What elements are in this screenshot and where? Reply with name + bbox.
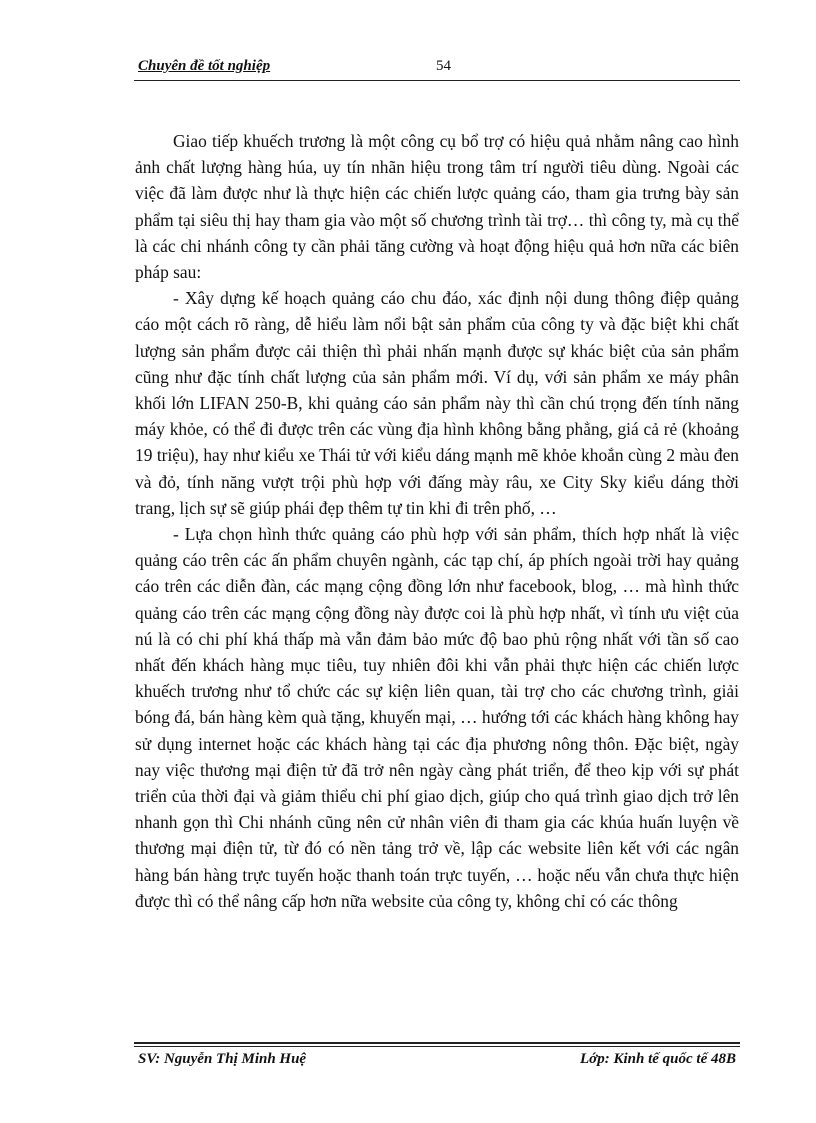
- class-name: Lớp: Kinh tế quốc tế 48B: [580, 1051, 736, 1067]
- page-header: [134, 56, 740, 81]
- document-title: Chuyên đề tốt nghiệp: [138, 58, 271, 74]
- page-number: 54: [436, 58, 451, 74]
- paragraph-advertising-plan: - Xây dựng kế hoạch quảng cáo chu đáo, xác định nội dung thông điệp quảng cáo một cách rõ ràng, dễ hiểu làm nổi bật sản phẩm của công ty và đặc biệt khi chất lượng sản phẩm được cải thiện thì phải nhấn mạnh được sự khác biệt của sản phẩm cũng như đặc tính chất lượng của sản phẩm mới. Ví dụ, với sản phẩm xe máy phân khối lớn LIFAN 250-B, khi quảng cáo sản phẩm này thì cần chú trọng đến tính năng máy khỏe, có thể đi được trên các vùng địa hình không bằng phẳng, giá cả rẻ (khoảng 19 triệu), hay như kiểu xe Thái tử với kiểu dáng mạnh mẽ khỏe khoắn cùng 2 màu đen và đỏ, tính năng vượt trội phù hợp với đấng mày râu, xe City Sky kiểu dáng thời trang, lịch sự sẽ giúp phái đẹp thêm tự tin khi đi trên phố, …: [135, 288, 739, 518]
- student-name: SV: Nguyễn Thị Minh Huệ: [138, 1051, 307, 1067]
- paragraph-intro: Giao tiếp khuếch trương là một công cụ bổ trợ có hiệu quả nhằm nâng cao hình ảnh chất lượng hàng húa, uy tín nhãn hiệu trong tâm trí người tiêu dùng. Ngoài các việc đã làm được như là thực hiện các chiến lược quảng cáo, tham gia trưng bày sản phẩm tại siêu thị hay tham gia vào một số chương trình tài trợ… thì công ty, mà cụ thể là các chi nhánh công ty cần phải tăng cường và hoạt động hiệu quả hơn nữa các biên pháp sau:: [135, 131, 739, 283]
- paragraph-advertising-channels: - Lựa chọn hình thức quảng cáo phù hợp với sản phẩm, thích hợp nhất là việc quảng cáo trên các ấn phẩm chuyên ngành, các tạp chí, áp phích ngoài trời hay quảng cáo trên các diễn đàn, các mạng cộng đồng lớn như facebook, blog, … mà hình thức quảng cáo trên các mạng cộng đồng này được coi là phù hợp nhất, vì tính ưu việt của nú là có chi phí khá thấp mà vẫn đảm bảo mức độ bao phủ rộng nhất với tần số cao nhất đến khách hàng mục tiêu, tuy nhiên đôi khi vẫn phải thực hiện các chiến lược khuếch trương như tổ chức các sự kiện liên quan, tài trợ cho các chương trình, giải bóng đá, bán hàng kèm quà tặng, khuyến mại, … hướng tới các khách hàng không hay sử dụng internet hoặc các khách hàng tại các địa phương nông thôn. Đặc biệt, ngày nay việc thương mại điện tử đã trở nên ngày càng phát triển, để theo kịp với sự phát triển của thời đại và giảm thiểu chi phí giao dịch, giúp cho quá trình giao dịch trở lên nhanh gọn thì Chi nhánh cũng nên cử nhân viên đi tham gia các khúa huấn luyện về thương mại điện tử, từ đó có nền tảng trở về, lập các website liên kết với các ngân hàng bán hàng trực tuyến hoặc thanh toán trực tuyến, … hoặc nếu vẫn chưa thực hiện được thì có thể nâng cấp hơn nữa website của công ty, không chỉ có các thông: [135, 524, 739, 911]
- footer-divider: [134, 1046, 740, 1047]
- body-text: [135, 128, 739, 914]
- page-footer: [134, 1042, 740, 1067]
